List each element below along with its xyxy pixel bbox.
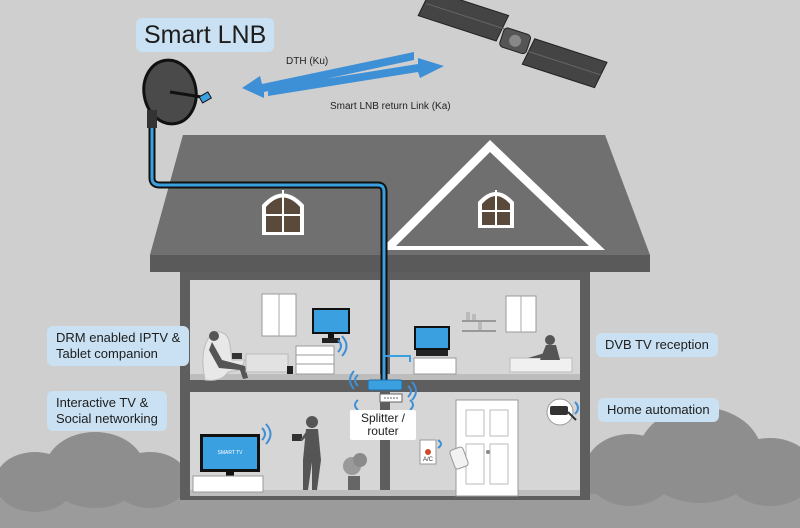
label-dvb-tv: DVB TV reception xyxy=(596,333,718,357)
front-door xyxy=(456,400,518,496)
sofa-upper-left xyxy=(246,354,288,372)
window-upper-right xyxy=(506,296,536,332)
satellite-icon xyxy=(414,0,611,89)
thermostat-label: A/C xyxy=(422,457,434,463)
window-upper-left xyxy=(262,294,296,336)
roof-eave xyxy=(150,255,650,272)
downlink-label: DTH (Ku) xyxy=(286,56,329,67)
tv-upper-right xyxy=(414,326,450,356)
label-home-automation: Home automation xyxy=(598,398,719,422)
tv-cabinet xyxy=(193,476,263,492)
page-title: Smart LNB xyxy=(136,18,274,52)
label-splitter-router: Splitter / router xyxy=(350,410,416,440)
thermostat-icon xyxy=(420,440,436,464)
bush-left xyxy=(0,432,190,512)
speaker-upper-left xyxy=(287,366,293,374)
label-interactive-tv: Interactive TV & Social networking xyxy=(47,391,167,431)
tv-stand-upper-right xyxy=(414,358,456,374)
satellite-dish-icon xyxy=(139,56,211,128)
label-drm-iptv: DRM enabled IPTV & Tablet companion xyxy=(47,326,189,366)
smart-tv xyxy=(200,434,260,476)
smart-tv-label: SMART TV xyxy=(217,450,243,456)
dresser-upper-left xyxy=(296,346,334,374)
uplink-label: Smart LNB return Link (Ka) xyxy=(330,101,451,112)
